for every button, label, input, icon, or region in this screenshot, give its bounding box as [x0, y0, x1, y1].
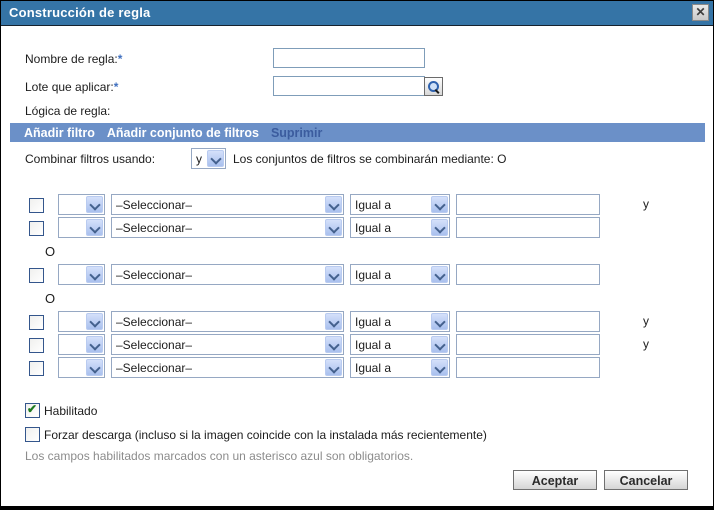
filter-field-value: –Seleccionar–: [116, 360, 193, 375]
filter-row-checkbox[interactable]: [29, 361, 44, 376]
filter-row-checkbox[interactable]: [29, 221, 44, 236]
chevron-down-icon: [325, 359, 342, 376]
bundle-label: Lote que aplicar:*: [25, 80, 119, 94]
filter-field-value: –Seleccionar–: [116, 220, 193, 235]
cancel-button[interactable]: Cancelar: [604, 470, 688, 490]
filter-set-separator: O: [45, 291, 56, 306]
chevron-down-icon: [86, 196, 103, 213]
chevron-down-icon: [207, 150, 224, 167]
chevron-down-icon: [431, 359, 448, 376]
filter-group-select[interactable]: [58, 334, 105, 355]
filter-set-separator: O: [45, 244, 56, 259]
filter-row: [1, 357, 714, 378]
filter-group-select[interactable]: [58, 357, 105, 378]
filter-row-checkbox[interactable]: [29, 315, 44, 330]
combine-operator-value: y: [196, 151, 202, 166]
enabled-checkbox[interactable]: [25, 403, 40, 418]
filter-row-checkbox[interactable]: [29, 268, 44, 283]
chevron-down-icon: [325, 266, 342, 283]
filter-field-value: –Seleccionar–: [116, 314, 193, 329]
rule-name-input[interactable]: [273, 48, 425, 68]
filter-operator-value: Igual a: [355, 267, 392, 282]
chevron-down-icon: [86, 336, 103, 353]
filter-operator-value: Igual a: [355, 360, 392, 375]
chevron-down-icon: [431, 219, 448, 236]
filter-operator-select[interactable]: [350, 357, 450, 378]
filter-group-select[interactable]: [58, 311, 105, 332]
filter-sets-combine-note: Los conjuntos de filtros se combinarán mediante: O: [233, 152, 507, 166]
filter-field-select[interactable]: [111, 264, 344, 285]
chevron-down-icon: [86, 266, 103, 283]
filter-operator-select[interactable]: [350, 194, 450, 215]
filter-operator-value: Igual a: [355, 220, 392, 235]
add-filter-set-button[interactable]: Añadir conjunto de filtros: [106, 125, 259, 140]
filter-value-input[interactable]: [456, 194, 600, 215]
chevron-down-icon: [325, 336, 342, 353]
filter-operator-select[interactable]: [350, 334, 450, 355]
filter-operator-select[interactable]: [350, 217, 450, 238]
filter-value-input[interactable]: [456, 311, 600, 332]
dialog-titlebar: [1, 1, 713, 26]
filter-value-input[interactable]: [456, 264, 600, 285]
browse-bundle-button[interactable]: [424, 77, 443, 96]
filter-rows-area: [1, 194, 714, 380]
filter-row-checkbox[interactable]: [29, 198, 44, 213]
add-filter-button[interactable]: Añadir filtro: [24, 125, 95, 140]
filter-group-select[interactable]: [58, 217, 105, 238]
filter-row: [1, 264, 714, 285]
delete-button[interactable]: Suprimir: [270, 125, 323, 140]
accept-button[interactable]: Aceptar: [513, 470, 597, 490]
chevron-down-icon: [86, 313, 103, 330]
filter-row-checkbox[interactable]: [29, 338, 44, 353]
filter-group-select[interactable]: [58, 194, 105, 215]
filter-value-input[interactable]: [456, 334, 600, 355]
filter-operator-select[interactable]: [350, 264, 450, 285]
filter-field-select[interactable]: [111, 311, 344, 332]
bundle-input[interactable]: [273, 76, 425, 96]
filter-conjunction-label: y: [643, 337, 649, 351]
filter-conjunction-label: y: [643, 197, 649, 211]
chevron-down-icon: [86, 359, 103, 376]
chevron-down-icon: [431, 336, 448, 353]
filter-field-select[interactable]: [111, 217, 344, 238]
chevron-down-icon: [325, 219, 342, 236]
filter-operator-select[interactable]: [350, 311, 450, 332]
filter-row: [1, 194, 714, 215]
force-download-checkbox[interactable]: [25, 427, 40, 442]
filter-row: [1, 217, 714, 238]
filter-field-value: –Seleccionar–: [116, 267, 193, 282]
filter-field-select[interactable]: [111, 357, 344, 378]
filter-row: [1, 334, 714, 355]
enabled-label: Habilitado: [44, 404, 98, 418]
close-icon[interactable]: ✕: [692, 4, 709, 21]
chevron-down-icon: [431, 266, 448, 283]
chevron-down-icon: [86, 219, 103, 236]
check-icon: ✔: [27, 402, 38, 416]
required-fields-note: Los campos habilitados marcados con un asterisco azul son obligatorios.: [25, 449, 414, 463]
required-asterisk: *: [113, 80, 119, 94]
filter-conjunction-label: y: [643, 314, 649, 328]
filter-field-select[interactable]: [111, 334, 344, 355]
dialog-title: Construcción de regla: [9, 5, 151, 20]
filter-field-select[interactable]: [111, 194, 344, 215]
filter-field-value: –Seleccionar–: [116, 337, 193, 352]
filter-operator-value: Igual a: [355, 314, 392, 329]
combine-filters-label: Combinar filtros usando:: [25, 152, 156, 166]
filter-operator-value: Igual a: [355, 197, 392, 212]
chevron-down-icon: [431, 313, 448, 330]
filter-value-input[interactable]: [456, 357, 600, 378]
filter-row: [1, 311, 714, 332]
combine-operator-select[interactable]: [191, 148, 226, 169]
filter-group-select[interactable]: [58, 264, 105, 285]
required-asterisk: *: [117, 52, 123, 66]
filter-field-value: –Seleccionar–: [116, 197, 193, 212]
rule-name-label: Nombre de regla:*: [25, 52, 123, 66]
chevron-down-icon: [325, 313, 342, 330]
force-download-label: Forzar descarga (incluso si la imagen coincide con la instalada más recientemente): [44, 428, 487, 442]
filter-value-input[interactable]: [456, 217, 600, 238]
filter-toolbar: [10, 123, 705, 142]
chevron-down-icon: [325, 196, 342, 213]
chevron-down-icon: [431, 196, 448, 213]
filter-operator-value: Igual a: [355, 337, 392, 352]
rule-logic-label: Lógica de regla:: [25, 104, 111, 118]
